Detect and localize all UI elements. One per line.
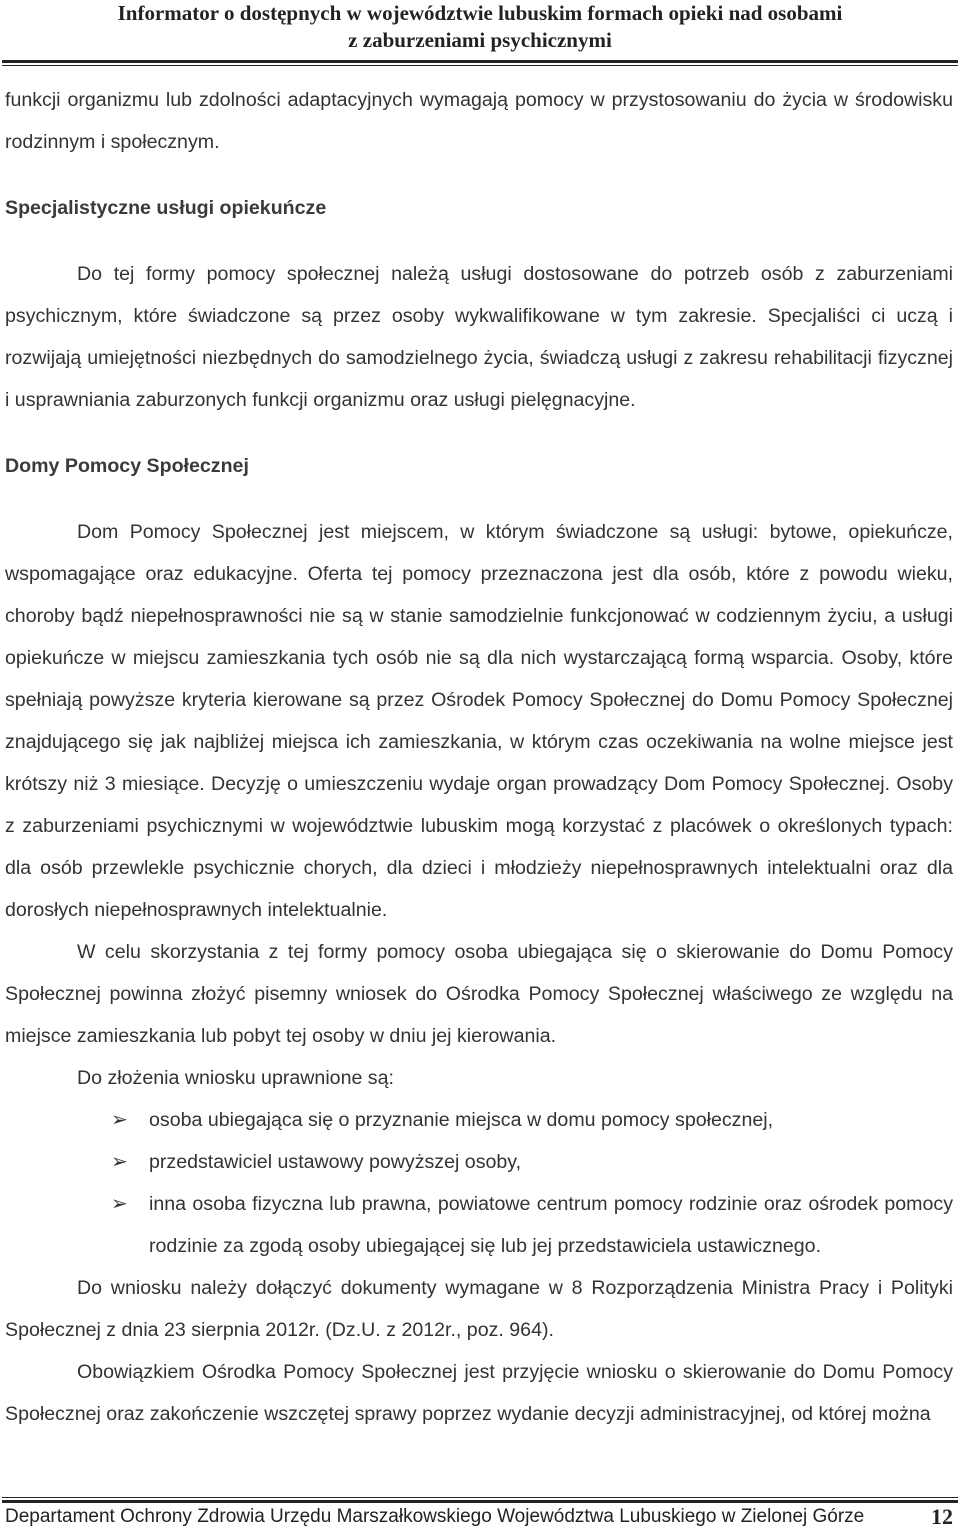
- list-item: ➢ osoba ubiegająca się o przyznanie miejsca w domu pomocy społecznej,: [149, 1099, 953, 1141]
- page-number: 12: [931, 1504, 953, 1529]
- arrow-bullet-icon: ➢: [111, 1151, 128, 1173]
- page-header: [0, 0, 960, 58]
- page-footer: [5, 1503, 953, 1531]
- paragraph-care-homes-5: Obowiązkiem Ośrodka Pomocy Społecznej jest przyjęcie wniosku o skierowanie do Domu Pomocy Społecznej oraz zakończenie wszczętej sprawy poprzez wydanie decyzji administracyjnej, od której można: [5, 1361, 953, 1425]
- list-item: ➢ inna osoba fizyczna lub prawna, powiatowe centrum pomocy rodzinie oraz ośrodek pomocy rodzinie za zgodą osoby ubiegającej się lub jej przedstawiciela ustawicznego.: [149, 1183, 953, 1267]
- document-body: [5, 79, 953, 1435]
- intro-paragraph: funkcji organizmu lub zdolności adaptacyjnych wymagają pomocy w przystosowaniu do życia w środowisku rodzinnym i społecznym.: [5, 89, 953, 153]
- header-divider: [2, 60, 958, 66]
- arrow-bullet-icon: ➢: [111, 1193, 128, 1215]
- section-heading-specialist-care: Specjalistyczne usługi opiekuńcze: [5, 197, 327, 219]
- paragraph-care-homes-2: W celu skorzystania z tej formy pomocy osoba ubiegająca się o skierowanie do Domu Pomocy Społecznej powinna złożyć pisemny wniosek do Ośrodka Pomocy Społecznej właściwego ze względu na miejsce zamieszkania lub pobyt tej osoby w dniu jej kierowania.: [5, 941, 953, 1047]
- paragraph-care-homes-4: Do wniosku należy dołączyć dokumenty wymagane w 8 Rozporządzenia Ministra Pracy i Polityki Społecznej z dnia 23 sierpnia 2012r. (Dz.U. z 2012r., poz. 964).: [5, 1277, 953, 1341]
- section-heading-care-homes: Domy Pomocy Społecznej: [5, 455, 249, 477]
- footer-department: Departament Ochrony Zdrowia Urzędu Marszałkowskiego Województwa Lubuskiego w Zielonej Górze: [5, 1506, 865, 1527]
- paragraph-specialist-care: Do tej formy pomocy społecznej należą usługi dostosowane do potrzeb osób z zaburzeniami psychicznym, które świadczone są przez osoby wykwalifikowane w tym zakresie. Specjaliści ci uczą i rozwijają umiejętności niezbędnych do samodzielnego życia, świadczą usługi z zakresu rehabilitacji fizycznej i usprawniania zaburzonych funkcji organizmu oraz usługi pielęgnacyjne.: [5, 263, 953, 411]
- header-title-line1: Informator o dostępnych w województwie lubuskim formach opieki nad osobami: [117, 1, 843, 25]
- arrow-bullet-icon: ➢: [111, 1109, 128, 1131]
- list-item: ➢ przedstawiciel ustawowy powyższej osoby,: [149, 1141, 953, 1183]
- paragraph-care-homes-1: Dom Pomocy Społecznej jest miejscem, w którym świadczone są usługi: bytowe, opiekuńcze, wspomagające oraz edukacyjne. Oferta tej pomocy przeznaczona jest dla osób, które z powodu wieku, choroby bądź niepełnosprawności nie są w stanie samodzielnie funkcjonować w codziennym życiu, a usługi opiekuńcze w miejscu zamieszkania tych osób nie są dla nich wystarczającą formą wsparcia. Osoby, które spełniają powyższe kryteria kierowane są przez Ośrodek Pomocy Społecznej do Domu Pomocy Społecznej znajdującego się jak najbliżej miejsca ich zamieszkania, w którym czas oczekiwania na wolne miejsce jest krótszy niż 3 miesiące. Decyzję o umieszczeniu wydaje organ prowadzący Dom Pomocy Społecznej. Osoby z zaburzeniami psychicznymi w województwie lubuskim mogą korzystać z placówek o określonych typach: dla osób przewlekle psychicznie chorych, dla dzieci i młodzieży niepełnosprawnych intelektualni oraz dla dorosłych niepełnosprawnych intelektualnie.: [5, 521, 953, 921]
- header-title-line2: z zaburzeniami psychicznymi: [348, 28, 612, 52]
- eligible-applicants-list: [5, 1099, 953, 1267]
- paragraph-care-homes-3: Do złożenia wniosku uprawnione są:: [77, 1067, 394, 1089]
